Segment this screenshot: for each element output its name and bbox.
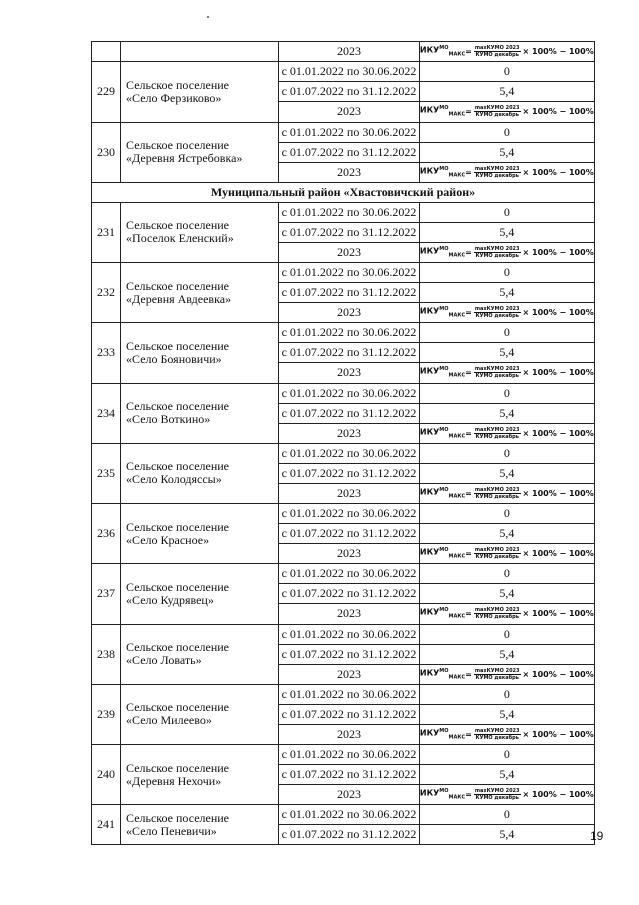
settlement-name bbox=[121, 122, 279, 182]
formula-denominator: КУМО декабрь bbox=[475, 433, 519, 440]
formula-cell bbox=[419, 664, 594, 684]
year-cell: 2023 bbox=[279, 42, 419, 62]
settlement-type: Сельское поселение bbox=[126, 760, 230, 775]
settlement-name bbox=[121, 263, 279, 323]
row-number: 236 bbox=[92, 504, 121, 564]
value-cell: 0 bbox=[419, 684, 594, 704]
row-number: 240 bbox=[92, 745, 121, 805]
table-row bbox=[92, 624, 595, 644]
value-cell: 5,4 bbox=[419, 82, 594, 102]
max-index-formula bbox=[420, 424, 594, 443]
formula-cell bbox=[419, 42, 594, 62]
max-index-formula bbox=[420, 243, 594, 262]
formula-denominator: КУМО декабрь bbox=[475, 493, 519, 500]
formula-tail: × 100% − 100% bbox=[522, 428, 594, 438]
row-number: 232 bbox=[92, 263, 121, 323]
formula-tail: × 100% − 100% bbox=[522, 247, 594, 257]
formula-tail: × 100% − 100% bbox=[522, 549, 594, 559]
value-cell: 5,4 bbox=[419, 704, 594, 724]
value-cell: 0 bbox=[419, 745, 594, 765]
name-cell bbox=[121, 42, 279, 62]
row-number: 238 bbox=[92, 624, 121, 684]
period-cell: с 01.07.2022 по 31.12.2022 bbox=[279, 82, 419, 102]
settlement-name bbox=[121, 504, 279, 564]
period-cell: с 01.01.2022 по 30.06.2022 bbox=[279, 684, 419, 704]
settlement-type: Сельское поселение bbox=[126, 700, 230, 715]
formula-denominator: КУМО декабрь bbox=[475, 252, 519, 259]
period-cell: с 01.07.2022 по 31.12.2022 bbox=[279, 142, 419, 162]
table-row bbox=[92, 564, 595, 584]
formula-equals: = bbox=[465, 729, 472, 739]
value-cell: 5,4 bbox=[419, 584, 594, 604]
settlement-title: «Деревня Авдеевка» bbox=[126, 291, 232, 306]
period-cell: с 01.01.2022 по 30.06.2022 bbox=[279, 443, 419, 463]
scan-speck bbox=[207, 16, 209, 18]
formula-denominator: КУМО декабрь bbox=[475, 674, 519, 681]
formula-lhs: $ИКУ^{МО}_{МАКС}$ bbox=[419, 607, 466, 620]
district-row bbox=[92, 182, 595, 202]
settlement-title: «Село Бояновичи» bbox=[126, 351, 222, 366]
formula-numerator: maxКУМО 2023 bbox=[474, 245, 520, 252]
value-cell: 0 bbox=[419, 323, 594, 343]
formula-numerator: maxКУМО 2023 bbox=[474, 547, 520, 554]
period-cell: с 01.07.2022 по 31.12.2022 bbox=[279, 283, 419, 303]
settlement-type: Сельское поселение bbox=[126, 338, 230, 353]
formula-tail: × 100% − 100% bbox=[522, 609, 594, 619]
max-index-formula bbox=[420, 544, 594, 563]
year-cell: 2023 bbox=[279, 102, 419, 122]
formula-lhs: $ИКУ^{МО}_{МАКС}$ bbox=[419, 306, 466, 319]
max-index-formula bbox=[420, 163, 594, 182]
formula-fraction bbox=[474, 547, 521, 560]
formula-numerator: maxКУМО 2023 bbox=[474, 426, 520, 433]
formula-denominator: КУМО декабрь bbox=[475, 112, 519, 119]
formula-numerator: maxКУМО 2023 bbox=[474, 788, 520, 795]
formula-equals: = bbox=[465, 549, 472, 559]
formula-equals: = bbox=[465, 47, 472, 57]
table-row bbox=[92, 805, 595, 825]
value-cell: 0 bbox=[419, 263, 594, 283]
value-cell: 0 bbox=[419, 202, 594, 222]
formula-cell bbox=[419, 604, 594, 624]
row-number: 230 bbox=[92, 122, 121, 182]
formula-fraction bbox=[474, 788, 521, 801]
table-row bbox=[92, 323, 595, 343]
settlement-type: Сельское поселение bbox=[126, 278, 230, 293]
settlement-type: Сельское поселение bbox=[126, 640, 230, 655]
settlement-name bbox=[121, 745, 279, 805]
settlement-name bbox=[121, 323, 279, 383]
tariff-table bbox=[91, 41, 595, 845]
formula-lhs: $ИКУ^{МО}_{МАКС}$ bbox=[419, 486, 466, 499]
formula-numerator: maxКУМО 2023 bbox=[474, 486, 520, 493]
max-index-formula bbox=[420, 665, 594, 684]
value-cell: 5,4 bbox=[419, 343, 594, 363]
formula-numerator: maxКУМО 2023 bbox=[474, 667, 520, 674]
settlement-type: Сельское поселение bbox=[126, 218, 230, 233]
table-row bbox=[92, 443, 595, 463]
year-cell: 2023 bbox=[279, 483, 419, 503]
formula-numerator: maxКУМО 2023 bbox=[474, 366, 520, 373]
formula-lhs: $ИКУ^{МО}_{МАКС}$ bbox=[419, 45, 466, 58]
year-cell: 2023 bbox=[279, 423, 419, 443]
settlement-title: «Поселок Еленский» bbox=[126, 231, 234, 246]
value-cell: 5,4 bbox=[419, 142, 594, 162]
value-cell: 5,4 bbox=[419, 765, 594, 785]
formula-fraction bbox=[474, 607, 521, 620]
formula-cell bbox=[419, 544, 594, 564]
formula-tail: × 100% − 100% bbox=[522, 107, 594, 117]
period-cell: с 01.01.2022 по 30.06.2022 bbox=[279, 263, 419, 283]
formula-cell bbox=[419, 102, 594, 122]
settlement-title: «Село Ферзиково» bbox=[126, 90, 222, 105]
formula-numerator: maxКУМО 2023 bbox=[474, 165, 520, 172]
period-cell: с 01.01.2022 по 30.06.2022 bbox=[279, 745, 419, 765]
table-row bbox=[92, 504, 595, 524]
max-index-formula bbox=[420, 604, 594, 623]
period-cell: с 01.01.2022 по 30.06.2022 bbox=[279, 202, 419, 222]
value-cell: 0 bbox=[419, 62, 594, 82]
formula-numerator: maxКУМО 2023 bbox=[474, 727, 520, 734]
formula-fraction bbox=[474, 728, 521, 741]
formula-lhs: $ИКУ^{МО}_{МАКС}$ bbox=[419, 366, 466, 379]
period-cell: с 01.07.2022 по 31.12.2022 bbox=[279, 825, 419, 845]
year-cell: 2023 bbox=[279, 363, 419, 383]
formula-cell bbox=[419, 363, 594, 383]
year-cell: 2023 bbox=[279, 242, 419, 262]
formula-cell bbox=[419, 162, 594, 182]
period-cell: с 01.01.2022 по 30.06.2022 bbox=[279, 383, 419, 403]
formula-lhs: $ИКУ^{МО}_{МАКС}$ bbox=[419, 426, 466, 439]
period-cell: с 01.07.2022 по 31.12.2022 bbox=[279, 584, 419, 604]
settlement-name bbox=[121, 202, 279, 262]
table-row bbox=[92, 745, 595, 765]
max-index-formula bbox=[420, 363, 594, 382]
value-cell: 5,4 bbox=[419, 825, 594, 845]
settlement-type: Сельское поселение bbox=[126, 138, 230, 153]
formula-lhs: $ИКУ^{МО}_{МАКС}$ bbox=[419, 788, 466, 801]
period-cell: с 01.01.2022 по 30.06.2022 bbox=[279, 323, 419, 343]
value-cell: 0 bbox=[419, 805, 594, 825]
formula-equals: = bbox=[465, 167, 472, 177]
row-number: 239 bbox=[92, 684, 121, 744]
row-number: 241 bbox=[92, 805, 121, 845]
formula-cell bbox=[419, 785, 594, 805]
formula-lhs: $ИКУ^{МО}_{МАКС}$ bbox=[419, 547, 466, 560]
value-cell: 5,4 bbox=[419, 283, 594, 303]
period-cell: с 01.07.2022 по 31.12.2022 bbox=[279, 704, 419, 724]
tariff-table-body bbox=[92, 42, 595, 845]
year-cell: 2023 bbox=[279, 544, 419, 564]
formula-equals: = bbox=[465, 488, 472, 498]
formula-lhs: $ИКУ^{МО}_{МАКС}$ bbox=[419, 245, 466, 258]
formula-fraction bbox=[474, 366, 521, 379]
settlement-title: «Село Воткино» bbox=[126, 412, 211, 427]
period-cell: с 01.07.2022 по 31.12.2022 bbox=[279, 644, 419, 664]
formula-tail: × 100% − 100% bbox=[522, 729, 594, 739]
formula-tail: × 100% − 100% bbox=[522, 790, 594, 800]
table-row bbox=[92, 383, 595, 403]
value-cell: 5,4 bbox=[419, 403, 594, 423]
formula-denominator: КУМО декабрь bbox=[475, 172, 519, 179]
period-cell: с 01.07.2022 по 31.12.2022 bbox=[279, 524, 419, 544]
year-cell: 2023 bbox=[279, 724, 419, 744]
period-cell: с 01.01.2022 по 30.06.2022 bbox=[279, 564, 419, 584]
formula-fraction bbox=[474, 427, 521, 440]
table-row bbox=[92, 263, 595, 283]
formula-lhs: $ИКУ^{МО}_{МАКС}$ bbox=[419, 105, 466, 118]
settlement-name bbox=[121, 443, 279, 503]
formula-numerator: maxКУМО 2023 bbox=[474, 607, 520, 614]
formula-fraction bbox=[474, 306, 521, 319]
row-number: 233 bbox=[92, 323, 121, 383]
value-cell: 0 bbox=[419, 504, 594, 524]
formula-cell bbox=[419, 423, 594, 443]
settlement-title: «Деревня Ястребовка» bbox=[126, 151, 243, 166]
period-cell: с 01.01.2022 по 30.06.2022 bbox=[279, 504, 419, 524]
settlement-title: «Село Кудрявец» bbox=[126, 592, 214, 607]
max-index-formula bbox=[420, 484, 594, 503]
settlement-type: Сельское поселение bbox=[126, 810, 230, 825]
settlement-type: Сельское поселение bbox=[126, 399, 230, 414]
formula-cell bbox=[419, 242, 594, 262]
settlement-title: «Деревня Нехочи» bbox=[126, 773, 222, 788]
settlement-type: Сельское поселение bbox=[126, 459, 230, 474]
settlement-name bbox=[121, 383, 279, 443]
formula-cell bbox=[419, 483, 594, 503]
formula-fraction bbox=[474, 487, 521, 500]
formula-numerator: maxКУМО 2023 bbox=[474, 105, 520, 112]
formula-tail: × 100% − 100% bbox=[522, 368, 594, 378]
formula-fraction bbox=[474, 246, 521, 259]
formula-equals: = bbox=[465, 308, 472, 318]
formula-denominator: КУМО декабрь bbox=[475, 313, 519, 320]
formula-denominator: КУМО декабрь bbox=[475, 614, 519, 621]
formula-lhs: $ИКУ^{МО}_{МАКС}$ bbox=[419, 727, 466, 740]
period-cell: с 01.07.2022 по 31.12.2022 bbox=[279, 463, 419, 483]
formula-equals: = bbox=[465, 669, 472, 679]
formula-equals: = bbox=[465, 107, 472, 117]
period-cell: с 01.07.2022 по 31.12.2022 bbox=[279, 222, 419, 242]
settlement-title: «Село Ловать» bbox=[126, 653, 202, 668]
value-cell: 0 bbox=[419, 443, 594, 463]
period-cell: с 01.07.2022 по 31.12.2022 bbox=[279, 403, 419, 423]
max-index-formula bbox=[420, 303, 594, 322]
settlement-name bbox=[121, 684, 279, 744]
settlement-type: Сельское поселение bbox=[126, 579, 230, 594]
year-cell: 2023 bbox=[279, 303, 419, 323]
settlement-name bbox=[121, 624, 279, 684]
settlement-title: «Село Пеневичи» bbox=[126, 823, 217, 838]
value-cell: 5,4 bbox=[419, 222, 594, 242]
value-cell: 0 bbox=[419, 383, 594, 403]
formula-denominator: КУМО декабрь bbox=[475, 554, 519, 561]
formula-denominator: КУМО декабрь bbox=[475, 52, 519, 59]
formula-lhs: $ИКУ^{МО}_{МАКС}$ bbox=[419, 667, 466, 680]
table-row bbox=[92, 202, 595, 222]
settlement-title: «Село Колодяссы» bbox=[126, 472, 222, 487]
settlement-type: Сельское поселение bbox=[126, 77, 230, 92]
year-cell: 2023 bbox=[279, 785, 419, 805]
formula-denominator: КУМО декабрь bbox=[475, 734, 519, 741]
formula-numerator: maxКУМО 2023 bbox=[474, 45, 520, 52]
max-index-formula bbox=[420, 102, 594, 121]
page-number: 19 bbox=[590, 829, 604, 843]
formula-cell bbox=[419, 303, 594, 323]
period-cell: с 01.07.2022 по 31.12.2022 bbox=[279, 765, 419, 785]
max-index-formula bbox=[420, 42, 594, 61]
formula-tail: × 100% − 100% bbox=[522, 488, 594, 498]
value-cell: 0 bbox=[419, 122, 594, 142]
period-cell: с 01.01.2022 по 30.06.2022 bbox=[279, 805, 419, 825]
formula-tail: × 100% − 100% bbox=[522, 669, 594, 679]
formula-cell bbox=[419, 724, 594, 744]
formula-equals: = bbox=[465, 609, 472, 619]
period-cell: с 01.01.2022 по 30.06.2022 bbox=[279, 62, 419, 82]
row-number: 237 bbox=[92, 564, 121, 624]
row-number: 229 bbox=[92, 62, 121, 122]
settlement-name bbox=[121, 805, 279, 845]
settlement-title: «Село Милеево» bbox=[126, 713, 212, 728]
year-cell: 2023 bbox=[279, 162, 419, 182]
settlement-name bbox=[121, 62, 279, 122]
formula-equals: = bbox=[465, 790, 472, 800]
max-index-formula bbox=[420, 725, 594, 744]
settlement-title: «Село Красное» bbox=[126, 532, 210, 547]
row-number: 235 bbox=[92, 443, 121, 503]
period-cell: с 01.01.2022 по 30.06.2022 bbox=[279, 122, 419, 142]
district-heading: Муниципальный район «Хвастовичский район» bbox=[92, 182, 595, 202]
value-cell: 5,4 bbox=[419, 524, 594, 544]
formula-tail: × 100% − 100% bbox=[522, 167, 594, 177]
formula-equals: = bbox=[465, 428, 472, 438]
formula-fraction bbox=[474, 45, 521, 58]
value-cell: 0 bbox=[419, 564, 594, 584]
formula-equals: = bbox=[465, 247, 472, 257]
value-cell: 0 bbox=[419, 624, 594, 644]
year-cell: 2023 bbox=[279, 664, 419, 684]
value-cell: 5,4 bbox=[419, 644, 594, 664]
formula-fraction bbox=[474, 166, 521, 179]
formula-equals: = bbox=[465, 368, 472, 378]
formula-fraction bbox=[474, 105, 521, 118]
period-cell: с 01.07.2022 по 31.12.2022 bbox=[279, 343, 419, 363]
formula-numerator: maxКУМО 2023 bbox=[474, 306, 520, 313]
table-row bbox=[92, 62, 595, 82]
settlement-type: Сельское поселение bbox=[126, 519, 230, 534]
formula-denominator: КУМО декабрь bbox=[475, 795, 519, 802]
formula-tail: × 100% − 100% bbox=[522, 308, 594, 318]
formula-lhs: $ИКУ^{МО}_{МАКС}$ bbox=[419, 165, 466, 178]
formula-fraction bbox=[474, 668, 521, 681]
period-cell: с 01.01.2022 по 30.06.2022 bbox=[279, 624, 419, 644]
formula-denominator: КУМО декабрь bbox=[475, 373, 519, 380]
number-cell bbox=[92, 42, 121, 62]
value-cell: 5,4 bbox=[419, 463, 594, 483]
settlement-name bbox=[121, 564, 279, 624]
formula-tail: × 100% − 100% bbox=[522, 47, 594, 57]
table-row bbox=[92, 42, 595, 62]
year-cell: 2023 bbox=[279, 604, 419, 624]
row-number: 231 bbox=[92, 202, 121, 262]
table-row bbox=[92, 122, 595, 142]
table-row bbox=[92, 684, 595, 704]
row-number: 234 bbox=[92, 383, 121, 443]
max-index-formula bbox=[420, 785, 594, 804]
